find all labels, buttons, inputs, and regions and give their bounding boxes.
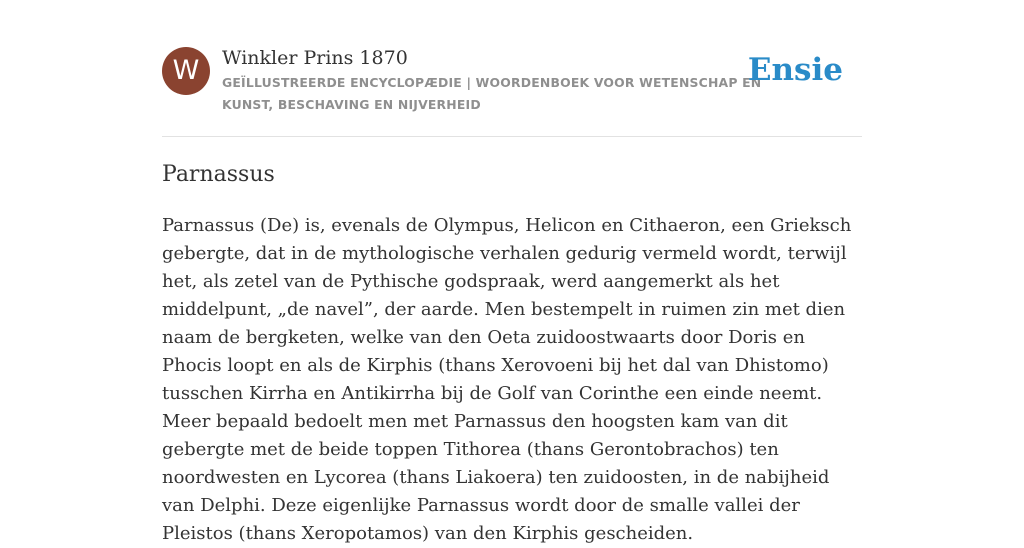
source-title[interactable]: Winkler Prins 1870	[222, 47, 408, 69]
source-header	[162, 46, 862, 137]
entry-headword: Parnassus	[162, 162, 275, 187]
entry-text: Parnassus (De) is, evenals de Olympus, Helicon en Cithaeron, een Grieksch gebergte, dat in de mythologische verhalen gedurig vermeld wordt, terwijl het, als zetel van de Pythische godspraak, werd aangemerkt als het middelpunt, „de navel”, der aarde. Men bestempelt in ruimen zin met dien naam de bergketen, welke van den Oeta zuidoostwaarts door Doris en Phocis loopt en als de Kirphis (thans Xerovoeni bij het dal van Dhistomo) tusschen Kirrha en Antikirrha bij de Golf van Corinthe een einde neemt. Meer bepaald bedoelt men met Parnassus den hoogsten kam van dit gebergte met de beide toppen Tithorea (thans Gerontobrachos) ten noordwesten en Lycorea (thans Liakoera) ten zuidoosten, in de nabijheid van Delphi. Deze eigenlijke Parnassus wordt door de smalle vallei der Pleistos (thans Xeropotamos) van den Kirphis gescheiden.	[162, 215, 852, 544]
source-avatar[interactable]: W	[162, 47, 210, 95]
source-subtitle: GEÏLLUSTREERDE ENCYCLOPÆDIE | WOORDENBOEK VOOR WETENSCHAP EN KUNST, BESCHAVING EN NIJVERHEID	[222, 75, 762, 112]
ensie-logo[interactable]: Ensie	[747, 52, 843, 88]
